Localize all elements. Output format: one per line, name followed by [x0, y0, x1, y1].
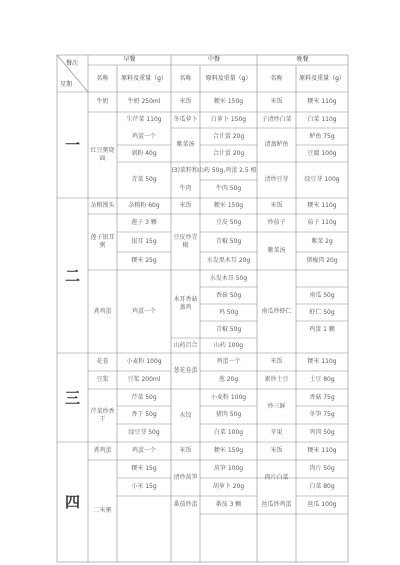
menu-cell-d2-d-ing-7: 鸡蛋 1 颗	[309, 325, 335, 333]
menu-cell-d2-l-ing-7: 鸡 50g	[218, 308, 239, 316]
menu-cell-d1-l-ing-6: 牛肉 50g	[215, 185, 242, 192]
menu-cell-d4-d-ing-2: 肉片 50g	[309, 465, 335, 472]
menu-cell-d2-d-ing-2: 茄子 110g	[307, 219, 337, 226]
menu-cell-d4-l-ing-4: 番茄 3 颗	[215, 501, 242, 508]
menu-cell-d4-l-name-3: 番茄炒蛋	[173, 501, 198, 508]
day-wednesday: 三	[64, 388, 80, 407]
menu-cell-d2-l-ing-9: 山药 100g	[213, 341, 244, 349]
menu-cell-d4-d-name-2: 肉片白菜	[264, 474, 289, 481]
menu-cell-d1-l-name-3: 紫菜汤	[176, 141, 195, 148]
menu-cell-d2-l-name-1: 米饭	[179, 202, 192, 209]
menu-cell-d1-d-name-2: 子清炒白菜	[261, 116, 292, 123]
lunch-header: 中餐	[207, 56, 220, 63]
dinner-header: 晚餐	[296, 56, 309, 63]
corner-day-label: 星期	[60, 81, 73, 88]
menu-cell-d3-l-ing-5: 白菜 100g	[213, 429, 244, 436]
menu-cell-d4-l-ing-3: 胡萝卜 20g	[212, 483, 245, 490]
menu-cell-d4-d-ing-3: 白菜 80g	[309, 483, 335, 490]
menu-cell-d3-b-ing-5: 绿豆芽 50g	[128, 429, 160, 436]
menu-cell-d2-d-name-3: 紫菜汤	[267, 247, 286, 254]
lunch-ingredients-header: 原料及重量（g）	[205, 74, 252, 82]
menu-cell-d3-l-name-1: 葱花卷蛋	[173, 367, 198, 374]
menu-cell-d3-d-name-1: 米饭	[270, 358, 283, 365]
menu-cell-d2-b-ing-4: 粳米 25g	[131, 257, 157, 264]
menu-cell-d1-l-name-4: 牛肉	[179, 185, 192, 192]
menu-cell-d2-l-ing-5: 水发木耳 50g	[209, 274, 248, 282]
menu-cell-d2-b-ing-1: 杂粮粉 60g	[128, 202, 160, 209]
menu-cell-d2-d-ing-3: 紫菜 2g	[311, 238, 333, 245]
menu-cell-d3-b-ing-4: 香干 50g	[131, 411, 157, 418]
menu-cell-d2-b-ing-5: 鸡蛋一个	[131, 307, 156, 315]
menu-cell-d4-b-ing-1: 鸡蛋一个	[131, 447, 156, 454]
menu-cell-d4-b-ing-2: 粳米 15g	[131, 465, 157, 472]
menu-cell-d2-b-name-3: 煮鸡蛋	[93, 307, 112, 315]
menu-cell-d1-d-name-3: 清蒸鲈鱼	[264, 141, 289, 148]
menu-cell-d4-l-name-2: 清炒莴笋	[173, 474, 198, 481]
menu-cell-d2-l-ing-8: 青椒 50g	[215, 325, 242, 333]
menu-cell-d3-d-name-4: 苹果	[270, 429, 283, 436]
menu-cell-d1-d-ing-3: 鲈鱼 75g	[309, 132, 335, 140]
menu-cell-d1-d-ing-1: 粳米 110g	[307, 98, 337, 105]
menu-cell-d2-l-ing-3: 青椒 50g	[215, 238, 242, 245]
menu-cell-d3-b-ing-3: 芹菜 50g	[131, 393, 157, 401]
menu-cell-d4-d-name-3: 丝瓜炒鸡蛋	[261, 501, 292, 508]
menu-cell-d1-l-ing-1: 粳米 150g	[213, 98, 244, 105]
corner-meal-label: 餐次	[66, 60, 79, 67]
menu-cell-d3-d-ing-5: 鸡肉 50g	[309, 429, 335, 436]
menu-cell-d1-b-ing-4: 剁粉 40g	[131, 149, 157, 157]
menu-cell-d1-l-ing-4: 合计蛋 20g	[212, 149, 245, 157]
menu-cell-d3-d-ing-2: 土豆 80g	[309, 376, 335, 383]
menu-cell-d1-b-name-1: 牛奶	[96, 98, 109, 105]
menu-cell-d1-l-name-1: 米饭	[179, 98, 192, 105]
lunch-name-header: 名称	[179, 74, 192, 82]
menu-cell-d4-l-ing-1: 粳米 150g	[213, 447, 244, 454]
menu-cell-d1-d-name-4: 清炒豆芽	[264, 176, 289, 183]
menu-cell-d1-b-ing-1: 牛奶 250ml	[127, 98, 161, 105]
menu-cell-d1-b-ing-3: 鸡蛋一个	[131, 132, 156, 140]
day-tuesday: 二	[64, 266, 80, 285]
menu-cell-d3-b-name-2: 豆浆	[96, 376, 109, 383]
menu-cell-d3-b-name-1: 花卷	[96, 358, 109, 365]
menu-cell-d2-d-ing-1: 粳米 110g	[307, 202, 337, 209]
menu-cell-d2-b-name-1: 杂粮馒头	[90, 202, 115, 209]
menu-cell-d2-l-name-3: 木耳香菇蒸鸡	[173, 296, 198, 311]
menu-cell-d2-d-name-1: 米饭	[270, 202, 283, 209]
menu-cell-d2-b-name-2: 莲子银耳粥	[90, 234, 115, 249]
menu-cell-d2-l-ing-1: 粳米 150g	[213, 202, 244, 209]
menu-cell-d2-d-ing-6: 虾仁 50g	[309, 308, 335, 316]
breakfast-ingredients-header: 原料及重量（g）	[121, 74, 167, 82]
menu-cell-d3-d-ing-1: 粳米 110g	[307, 358, 337, 365]
menu-cell-d1-b-ing-2: 生芹菜 110g	[126, 116, 162, 123]
menu-cell-d1-l-ing-5: (3)菜籽和山药 50g,鸡蛋 2.5 根	[171, 167, 257, 174]
menu-cell-d3-b-ing-2: 豆浆 200ml	[127, 376, 161, 383]
menu-cell-d4-d-name-1: 米饭	[270, 447, 283, 454]
menu-cell-d2-l-name-4: 山药百合	[173, 341, 198, 349]
menu-cell-d2-d-name-2: 炒茄子	[267, 219, 286, 226]
menu-cell-d4-l-name-1: 米饭	[179, 447, 192, 454]
menu-cell-d1-l-name-2: 冬瓜萝卜	[173, 116, 198, 123]
menu-cell-d2-d-name-4: 南瓜炒虾仁	[261, 307, 292, 315]
menu-cell-d3-l-name-2: 水饺	[179, 411, 192, 419]
menu-cell-d4-b-ing-3: 小米 15g	[131, 483, 157, 490]
menu-cell-d4-b-name-2: 二米粥	[93, 507, 112, 514]
menu-cell-d2-l-name-2: 豆皮炒青椒	[173, 234, 198, 249]
menu-cell-d3-l-ing-3: 小麦粉 100g	[210, 393, 247, 401]
dinner-ingredients-header: 原料及重量（g）	[299, 74, 345, 82]
menu-cell-d4-l-ing-2: 莴笋 100g	[213, 465, 244, 472]
menu-cell-d4-d-ing-1: 粳米 110g	[307, 447, 337, 454]
menu-cell-d1-l-ing-2: 白萝卜 150g	[210, 116, 247, 123]
breakfast-name-header: 名称	[96, 74, 109, 82]
menu-cell-d2-l-ing-6: 香菇 50g	[215, 291, 242, 299]
menu-cell-d3-l-ing-2: 葱 20g	[218, 376, 239, 383]
menu-cell-d1-d-ing-2: 白菜 110g	[307, 116, 337, 123]
menu-cell-d3-d-name-3: 炒三鲜	[267, 402, 286, 410]
day-thursday: 四	[64, 493, 80, 511]
dinner-name-header: 名称	[270, 74, 283, 82]
menu-cell-d2-l-ing-2: 豆皮 50g	[215, 219, 242, 226]
menu-cell-d1-b-name-2: 红豆粥烧面	[90, 147, 115, 162]
menu-cell-d3-d-name-2: 素炒土豆	[264, 376, 289, 383]
menu-cell-d2-l-ing-4: 水发黑木耳 20g	[206, 257, 251, 264]
day-monday: 一	[64, 136, 80, 154]
menu-cell-d4-b-name-1: 煮鸡蛋	[93, 447, 112, 454]
menu-cell-d2-b-ing-3: 银耳 15g	[131, 238, 157, 245]
breakfast-header: 早餐	[123, 56, 136, 63]
menu-cell-d2-d-ing-4: 猪瘦肉 20g	[306, 257, 338, 264]
menu-cell-d4-d-ing-4: 丝瓜 100g	[307, 501, 337, 508]
menu-cell-d2-b-ing-2: 莲子 3 颗	[131, 219, 157, 226]
menu-cell-d1-d-ing-5: 绿豆芽 100g	[304, 176, 340, 183]
menu-cell-d1-l-ing-3: 合计蛋 20g	[212, 132, 245, 140]
menu-cell-d1-b-ing-5: 青菜 50g	[131, 176, 157, 183]
menu-cell-d3-l-ing-4: 猪肉 50g	[215, 411, 242, 418]
menu-cell-d1-d-name-1: 米饭	[270, 98, 283, 105]
menu-cell-d3-b-ing-1: 小麦粉 100g	[126, 358, 162, 365]
menu-cell-d3-d-ing-4: 冬笋 75g	[309, 411, 335, 418]
menu-cell-d2-d-ing-5: 南瓜 50g	[309, 291, 335, 299]
menu-cell-d3-l-ing-1: 鸡蛋一个	[216, 358, 241, 365]
menu-cell-d1-d-ing-4: 豆腐 100g	[307, 149, 337, 157]
menu-cell-d3-b-name-3: 芹菜炒香干	[90, 407, 115, 423]
menu-cell-d3-d-ing-3: 香菇 75g	[309, 393, 335, 401]
